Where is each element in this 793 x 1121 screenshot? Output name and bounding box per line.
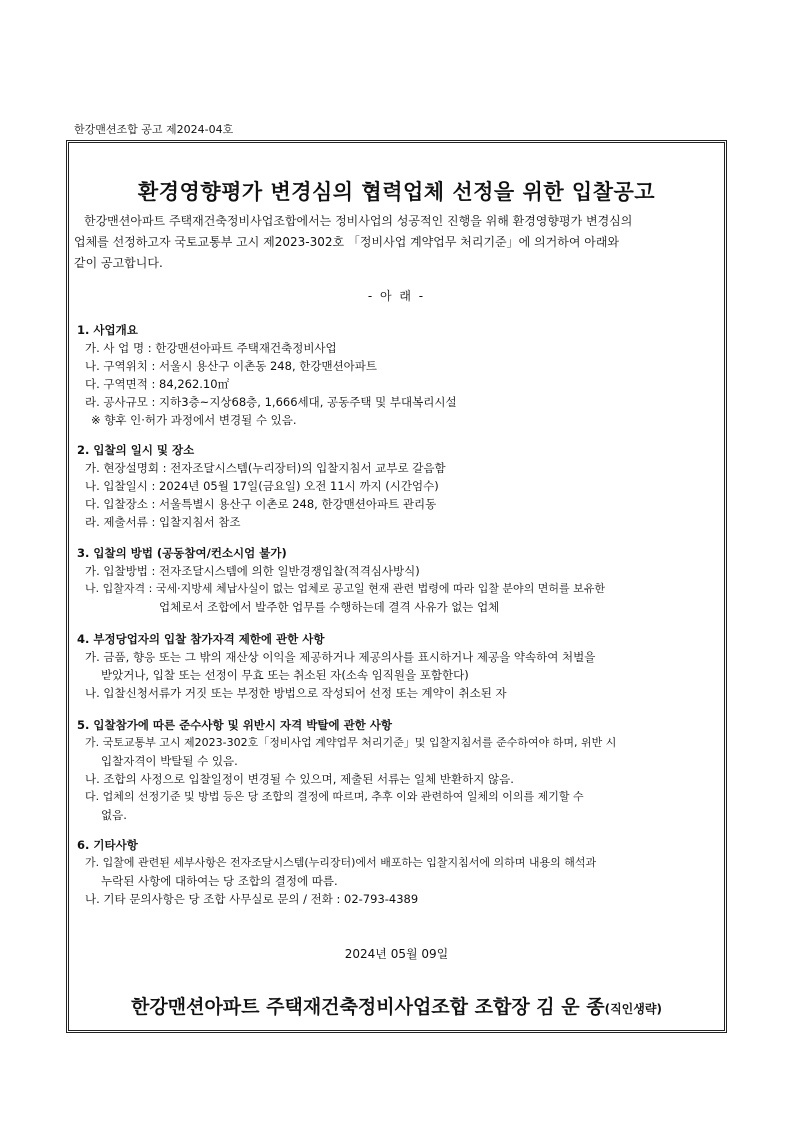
section-line: 가. 입찰에 관련된 세부사항은 전자조달시스템(누리장터)에서 배포하는 입찰지침서에 의하며 내용의 해석과: [85, 856, 597, 869]
intro-line: 한강맨션아파트 주택재건축정비사업조합에서는 정비사업의 성공적인 진행을 위해 환경영향평가 변경심의: [84, 214, 633, 228]
section-disqualification: [77, 630, 717, 702]
section-line: 다. 구역면적 : 84,262.10㎡: [85, 377, 230, 391]
section-line-continued: 없음.: [101, 808, 127, 822]
section-note: ※ 향후 인·허가 과정에서 변경될 수 있음.: [91, 413, 297, 427]
section-line: 가. 사 업 명 : 한강맨션아파트 주택재건축정비사업: [85, 341, 337, 355]
section-line: 가. 금품, 향응 또는 그 밖의 재산상 이익을 제공하거나 제공의사를 표시하거나 제공을 약속하여 처벌을: [85, 650, 596, 664]
section-line: 라. 공사규모 : 지하3층~지상68층, 1,666세대, 공동주택 및 부대복리시설: [85, 395, 457, 409]
section-line: 나. 입찰일시 : 2024년 05월 17일(금요일) 오전 11시 까지 (시간엄수): [85, 479, 439, 493]
seal-omitted-note: (직인생략): [604, 1002, 662, 1016]
section-compliance: [77, 716, 717, 824]
section-other: [77, 836, 717, 908]
signature-block: [0, 992, 793, 1019]
intro-paragraph: [74, 211, 720, 274]
section-heading: 3. 입찰의 방법 (공동참여/컨소시엄 불가): [77, 546, 287, 560]
section-heading: 1. 사업개요: [77, 323, 138, 337]
intro-line: 같이 공고합니다.: [74, 256, 163, 270]
section-heading: 5. 입찰참가에 따른 준수사항 및 위반시 자격 박탈에 관한 사항: [77, 718, 393, 732]
section-line: 다. 입찰장소 : 서울특별시 용산구 이촌로 248, 한강맨션아파트 관리동: [85, 497, 437, 511]
section-line: 라. 제출서류 : 입찰지침서 참조: [85, 515, 241, 529]
section-heading: 4. 부정당업자의 입찰 참가자격 제한에 관한 사항: [77, 632, 325, 646]
section-line: 가. 입찰방법 : 전자조달시스템에 의한 일반경쟁입찰(적격심사방식): [85, 564, 420, 578]
section-line: 가. 국토교통부 고시 제2023-302호「정비사업 계약업무 처리기준」및 입찰지침서를 준수하여야 하며, 위반 시: [85, 736, 617, 749]
section-line-continued: 입찰자격이 박탈될 수 있음.: [101, 754, 238, 768]
section-line: 나. 구역위치 : 서울시 용산구 이촌동 248, 한강맨션아파트: [85, 359, 378, 373]
signature-text: 한강맨션아파트 주택재건축정비사업조합 조합장 김 운 종: [131, 996, 605, 1018]
section-heading: 2. 입찰의 일시 및 장소: [77, 443, 195, 457]
section-heading: 6. 기타사항: [77, 838, 138, 852]
section-line-continued: 누락된 사항에 대하여는 당 조합의 결정에 따름.: [101, 874, 338, 888]
section-line-continued: 업체로서 조합에서 발주한 업무를 수행하는데 결격 사유가 없는 업체: [159, 600, 500, 614]
notice-date: 2024년 05월 09일: [344, 947, 449, 961]
section-line: 나. 입찰신청서류가 거짓 또는 부정한 방법으로 작성되어 선정 또는 계약이 취소된 자: [85, 686, 507, 700]
page-title: 환경영향평가 변경심의 협력업체 선정을 위한 입찰공고: [137, 180, 656, 204]
section-project-overview: [77, 321, 717, 429]
section-line: 나. 기타 문의사항은 당 조합 사무실로 문의 / 전화 : 02-793-4389: [85, 892, 419, 906]
section-bid-method: [77, 544, 717, 616]
section-line: 다. 업체의 선정기준 및 방법 등은 당 조합의 결정에 따르며, 추후 이와 관련하여 일체의 이의를 제기할 수: [85, 790, 584, 803]
section-bid-schedule: [77, 441, 717, 531]
notice-number: 한강맨션조합 공고 제2024-04호: [74, 123, 234, 136]
intro-line: 업체를 선정하고자 국토교통부 고시 제2023-302호 「정비사업 계약업무 처리기준」에 의거하여 아래와: [74, 235, 620, 249]
section-line: 나. 입찰자격 : 국세·지방세 체납사실이 없는 업체로 공고일 현재 관련 법령에 따라 입찰 분야의 면허를 보유한: [85, 582, 606, 595]
section-line: 나. 조합의 사정으로 입찰일정이 변경될 수 있으며, 제출된 서류는 일체 반환하지 않음.: [85, 772, 514, 786]
section-line: 가. 현장설명회 : 전자조달시스템(누리장터)의 입찰지침서 교부로 갈음함: [85, 461, 446, 475]
section-divider-label: - 아 래 -: [367, 289, 426, 303]
section-line-continued: 받았거나, 입찰 또는 선정이 무효 또는 취소된 자(소속 임직원을 포함한다): [101, 668, 469, 682]
